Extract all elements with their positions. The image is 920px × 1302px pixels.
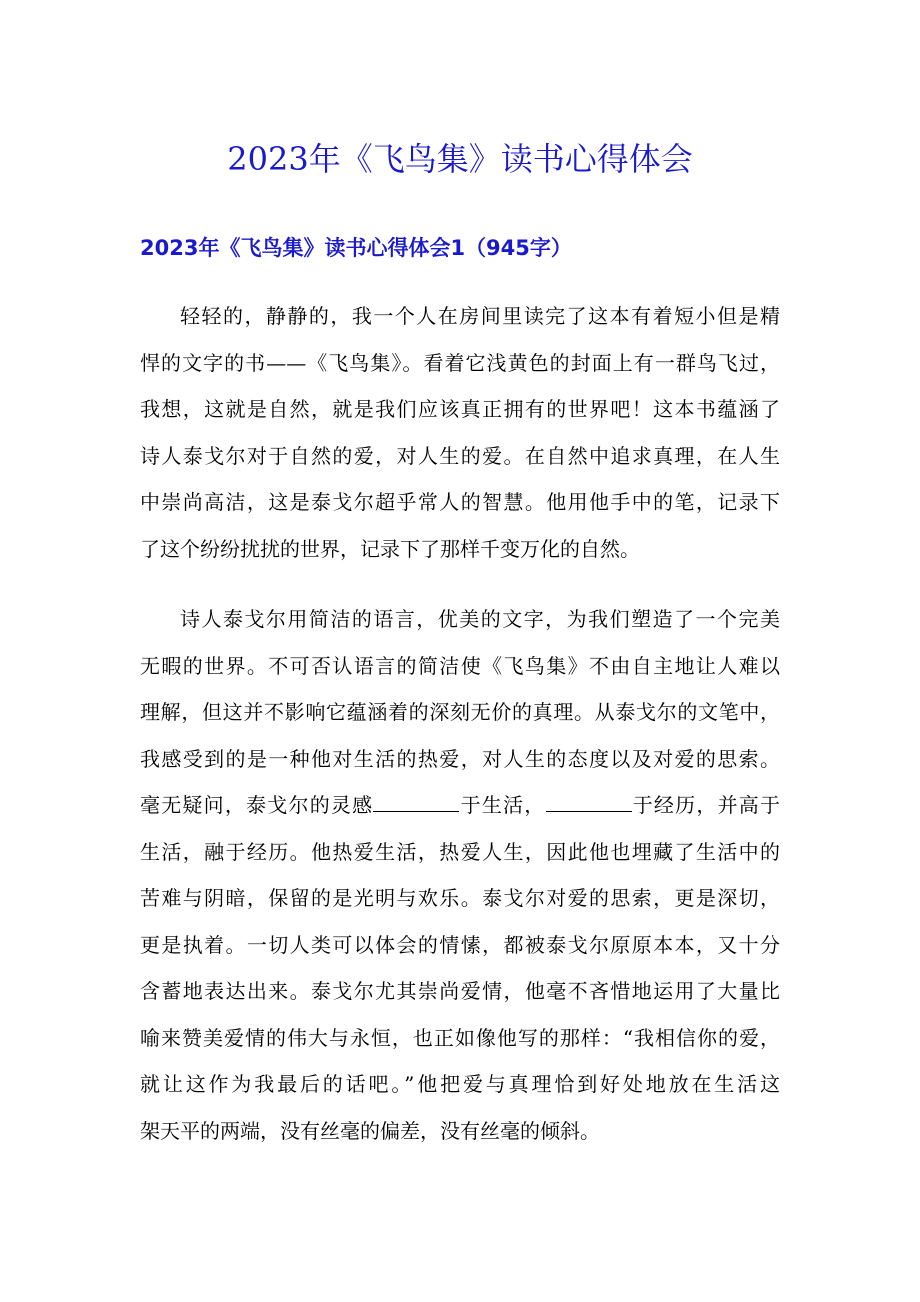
paragraph-line: 了这个纷纷扰扰的世界，记录下了那样千变万化的自然。 <box>140 536 640 561</box>
blank-line-text: 于生活， <box>459 793 546 817</box>
paragraph-1 <box>140 293 780 572</box>
document-title: 2023年《飞鸟集》读书心得体会 <box>227 140 693 178</box>
paragraph-line: 无暇的世界。不可否认语言的简洁使《飞鸟集》不由自主地让人难以 <box>140 653 780 678</box>
fill-blank-underline <box>373 797 459 812</box>
paragraph-line: 含蓄地表达出来。泰戈尔尤其崇尚爱情，他毫不吝惜地运用了大量比 <box>140 979 780 1003</box>
paragraph-line: 架天平的两端，没有丝毫的偏差，没有丝毫的倾斜。 <box>140 1118 600 1143</box>
paragraph-line: 生活，融于经历。他热爱生活，热爱人生，因此他也埋藏了生活中的 <box>140 839 780 864</box>
paragraph-line: 就让这作为我最后的话吧。”他把爱与真理恰到好处地放在生活这 <box>140 1072 780 1096</box>
paragraph-line: 悍的文字的书——《飞鸟集》。看着它浅黄色的封面上有一群鸟飞过， <box>140 350 780 375</box>
paragraph-2 <box>140 596 780 1154</box>
paragraph-line: 中崇尚高洁，这是泰戈尔超乎常人的智慧。他用他手中的笔，记录下 <box>140 490 780 514</box>
blank-line-text: 毫无疑问，泰戈尔的灵感 <box>140 793 374 817</box>
paragraph-line: 喻来赞美爱情的伟大与永恒，也正如像他写的那样：“我相信你的爱， <box>140 1025 780 1050</box>
paragraph-line: 诗人泰戈尔用简洁的语言，优美的文字，为我们塑造了一个完美 <box>180 607 780 631</box>
paragraph-line: 更是执着。一切人类可以体会的情愫，都被泰戈尔原原本本，又十分 <box>140 932 780 957</box>
paragraph-line: 轻轻的，静静的，我一个人在房间里读完了这本有着短小但是精 <box>180 304 780 328</box>
paragraph-line: 诗人泰戈尔对于自然的爱，对人生的爱。在自然中追求真理，在人生 <box>140 443 780 468</box>
blank-line-text: 于经历，并高于 <box>631 793 781 817</box>
fill-in-blank-line <box>140 782 780 829</box>
paragraph-line: 我想，这就是自然，就是我们应该真正拥有的世界吧！这本书蕴涵了 <box>140 397 780 421</box>
section-heading: 2023年《飞鸟集》读书心得体会1（945字） <box>140 236 572 260</box>
fill-blank-underline <box>546 797 632 812</box>
paragraph-line: 理解，但这并不影响它蕴涵着的深刻无价的真理。从泰戈尔的文笔中， <box>140 700 780 724</box>
paragraph-line: 我感受到的是一种他对生活的热爱，对人生的态度以及对爱的思索。 <box>140 746 780 771</box>
paragraph-line: 苦难与阴暗，保留的是光明与欢乐。泰戈尔对爱的思索，更是深切， <box>140 886 780 910</box>
